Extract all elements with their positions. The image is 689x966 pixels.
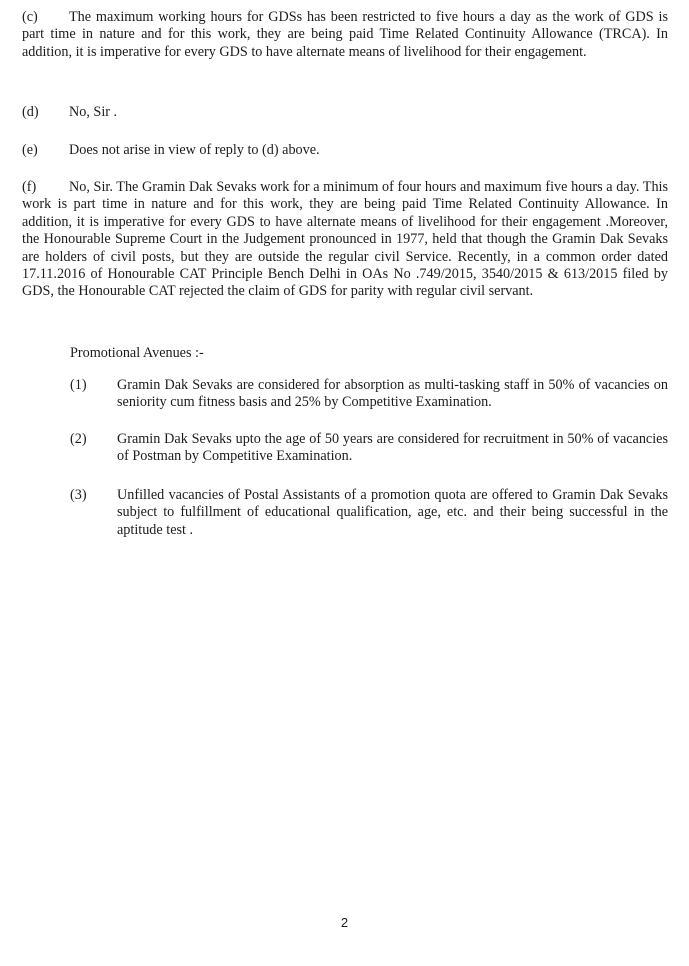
list-item-number: (1) xyxy=(70,377,87,393)
list-item-text: Gramin Dak Sevaks are considered for absorption as multi-tasking staff in 50% of vacancies on seniority cum fitness basis and 25% by Competitive Examination. xyxy=(117,377,668,411)
list-item xyxy=(70,377,668,412)
paragraph-label: (f) xyxy=(22,179,37,195)
paragraph-text: The maximum working hours for GDSs has been restricted to five hours a day as the work of GDS is part time in nature and for this work, they are being paid Time Related Continuity Allowance (TRCA). In addition, it is imperative for every GDS to have alternate means of livelihood for their engagement. xyxy=(22,9,668,60)
paragraph-d xyxy=(22,104,668,121)
list-item-text: Gramin Dak Sevaks upto the age of 50 years are considered for recruitment in 50% of vacancies of Postman by Competitive Examination. xyxy=(117,431,668,465)
list-item-text: Unfilled vacancies of Postal Assistants of a promotion quota are offered to Gramin Dak Sevaks subject to fulfillment of educational qualification, age, etc. and their being successful in the aptitude test . xyxy=(117,487,668,538)
paragraph-e xyxy=(22,142,668,159)
page-number: 2 xyxy=(340,915,349,930)
paragraph-text: No, Sir. The Gramin Dak Sevaks work for a minimum of four hours and maximum five hours a day. This work is part time in nature and for this work, they are being paid Time Related Continuity Allowance. In addition, it is imperative for every GDS to have alternate means of livelihood for their engagement .Moreover, the Honourable Supreme Court in the Judgement pronounced in 1977, held that though the Gramin Dak Sevaks are holders of civil posts, but they are outside the regular civil Service. Recently, in a common order dated 17.11.2016 of Honourable CAT Principle Bench Delhi in OAs No .749/2015, 3540/2015 & 613/2015 filed by GDS, the Honourable CAT rejected the claim of GDS for parity with regular civil servant. xyxy=(22,179,668,300)
section-heading-promotional-avenues: Promotional Avenues :- xyxy=(70,345,204,361)
paragraph-f xyxy=(22,179,668,301)
paragraph-label: (d) xyxy=(22,104,39,120)
list-item-number: (2) xyxy=(70,431,87,447)
list-item xyxy=(70,431,668,466)
paragraph-text: No, Sir . xyxy=(69,104,118,120)
paragraph-c xyxy=(22,9,668,61)
paragraph-label: (c) xyxy=(22,9,38,25)
list-item xyxy=(70,487,668,539)
list-item-number: (3) xyxy=(70,487,87,503)
paragraph-text: Does not arise in view of reply to (d) above. xyxy=(69,142,320,158)
paragraph-label: (e) xyxy=(22,142,38,158)
